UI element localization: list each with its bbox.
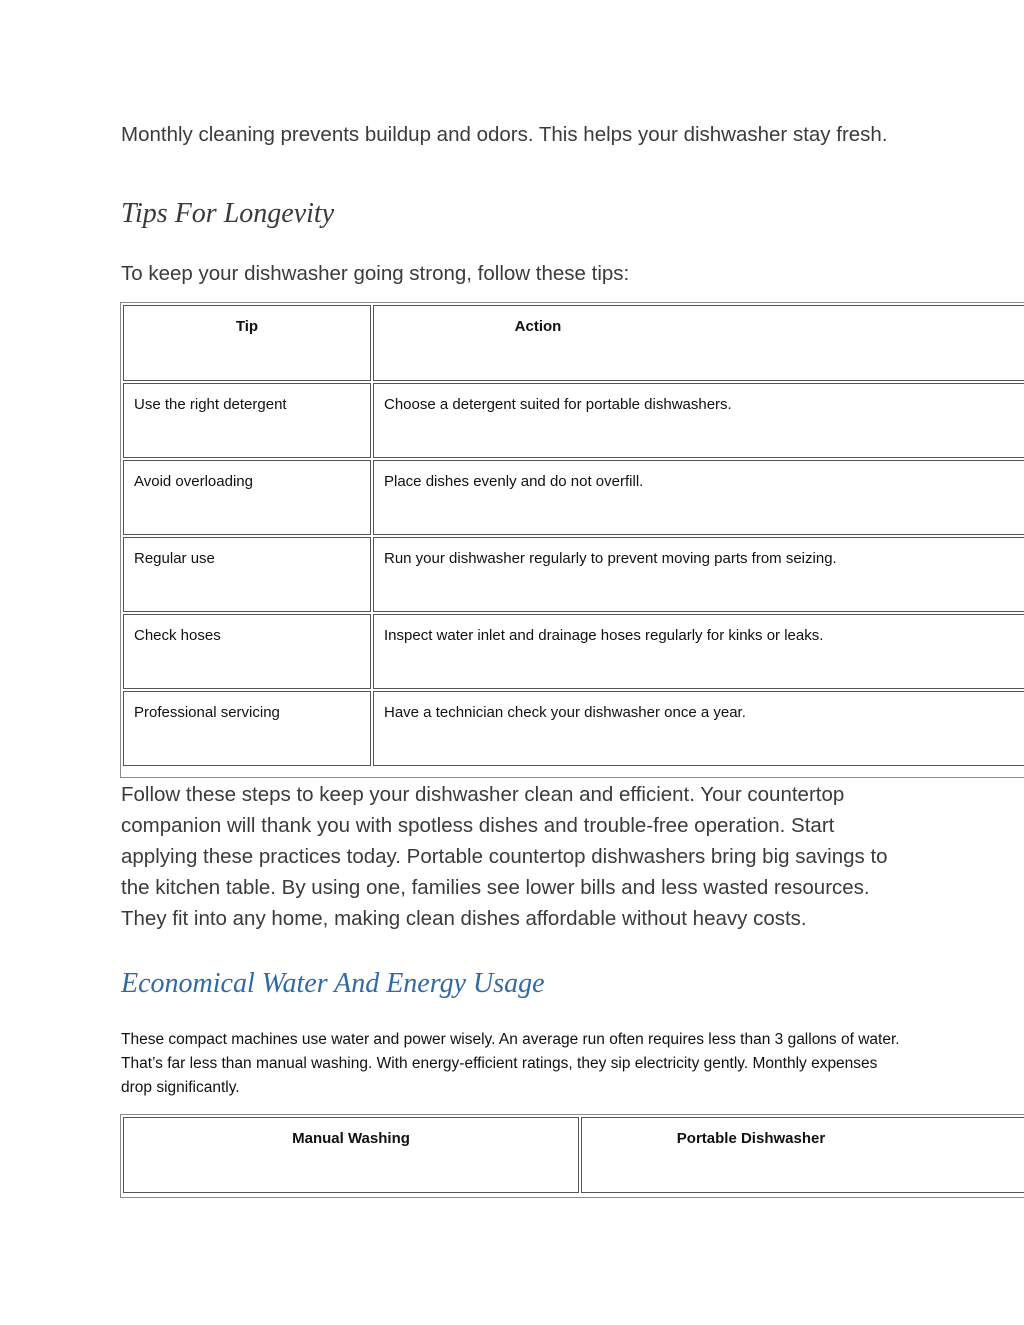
action-cell: Choose a detergent suited for portable dishwashers.: [373, 383, 1024, 458]
comparison-table-grid: [121, 1115, 1024, 1195]
table-row: [123, 614, 1024, 689]
intro-paragraph: Monthly cleaning prevents buildup and odors. This helps your dishwasher stay fresh.: [121, 123, 888, 146]
table-row: [123, 383, 1024, 458]
tips-table-grid: [121, 303, 1024, 768]
action-cell: Run your dishwasher regularly to prevent moving parts from seizing.: [373, 537, 1024, 612]
economical-usage-paragraph: These compact machines use water and power wisely. An average run often requires less than 3 gallons of water. That’s far less than manual washing. With energy-efficient ratings, they sip electricity gently. Monthly expenses drop significantly.: [121, 1031, 900, 1096]
action-cell: Have a technician check your dishwasher once a year.: [373, 691, 1024, 766]
tips-lead-paragraph: To keep your dishwasher going strong, follow these tips:: [121, 262, 630, 285]
header-cell-tip: Tip: [123, 305, 371, 381]
tip-cell: Professional servicing: [123, 691, 371, 766]
tip-cell: Use the right detergent: [123, 383, 371, 458]
header-cell-manual-washing: Manual Washing: [123, 1117, 579, 1193]
tip-cell: Regular use: [123, 537, 371, 612]
tips-closing-paragraph: Follow these steps to keep your dishwasher clean and efficient. Your countertop companion will thank you with spotless dishes and trouble-free operation. Start applying these practices today. Portable countertop dishwashers bring big savings to the kitchen table. By using one, families see lower bills and less wasted resources. They fit into any home, making clean dishes affordable without heavy costs.: [121, 783, 888, 930]
tips-heading: Tips For Longevity: [121, 198, 335, 229]
action-cell: Place dishes evenly and do not overfill.: [373, 460, 1024, 535]
table-header-row: [123, 1117, 1024, 1193]
header-cell-action: Action: [373, 305, 1024, 381]
table-row: [123, 691, 1024, 766]
table-row: [123, 537, 1024, 612]
comparison-table: [120, 1114, 1024, 1198]
tip-cell: Avoid overloading: [123, 460, 371, 535]
header-cell-portable-dishwasher: Portable Dishwasher: [581, 1117, 1024, 1193]
economical-usage-heading: Economical Water And Energy Usage: [121, 968, 545, 999]
tip-cell: Check hoses: [123, 614, 371, 689]
action-cell: Inspect water inlet and drainage hoses regularly for kinks or leaks.: [373, 614, 1024, 689]
table-row: [123, 460, 1024, 535]
table-header-row: [123, 305, 1024, 381]
tips-table: [120, 302, 1024, 778]
